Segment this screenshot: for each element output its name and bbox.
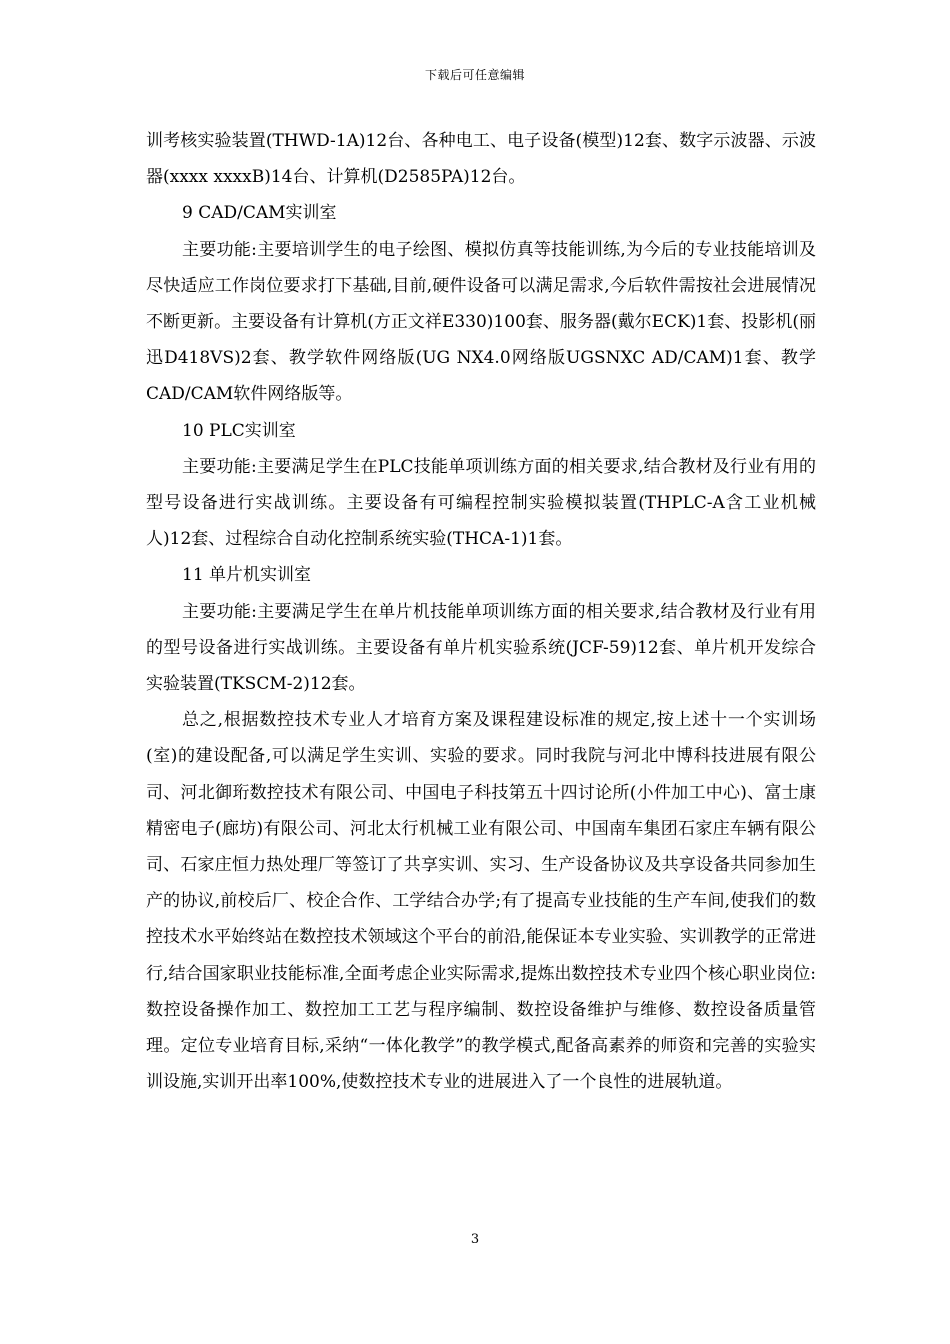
section-heading-cad-cam: 9 CAD/CAM实训室	[182, 203, 337, 224]
section-heading-mcu: 11 单片机实训室	[182, 565, 312, 586]
document-body	[146, 123, 816, 1100]
paragraph-plc: 主要功能:主要满足学生在PLC技能单项训练方面的相关要求,结合教材及行业有用的型号设备进行实战训练。主要设备有可编程控制实验模拟装置(THPLC-A含工业机械人)12套、过程综合自动化控制系统实验(THCA-1)1套。	[146, 456, 816, 550]
page-header: 下载后可任意编辑	[424, 68, 525, 82]
page-number: 3	[470, 1232, 480, 1247]
paragraph-mcu: 主要功能:主要满足学生在单片机技能单项训练方面的相关要求,结合教材及行业有用的型号设备进行实战训练。主要设备有单片机实验系统(JCF-59)12套、单片机开发综合实验装置(TKSCM-2)12套。	[146, 601, 816, 695]
paragraph-cad-cam: 主要功能:主要培训学生的电子绘图、模拟仿真等技能训练,为今后的专业技能培训及尽快适应工作岗位要求打下基础,目前,硬件设备可以满足需求,今后软件需按社会进展情况不断更新。主要设备有计算机(方正文祥E330)100套、服务器(戴尔ECK)1套、投影机(丽迅D418VS)2套、教学软件网络版(UG NX4.0网络版UGSNXC AD/CAM)1套、教学CAD/CAM软件网络版等。	[146, 239, 816, 405]
paragraph-summary: 总之,根据数控技术专业人才培育方案及课程建设标准的规定,按上述十一个实训场(室)的建设配备,可以满足学生实训、实验的要求。同时我院与河北中博科技进展有限公司、河北御珩数控技术有限公司、中国电子科技第五十四讨论所(小件加工中心)、富士康精密电子(廊坊)有限公司、河北太行机械工业有限公司、中国南车集团石家庄车辆有限公司、石家庄恒力热处理厂等签订了共享实训、实习、生产设备协议及共享设备共同参加生产的协议,前校后厂、校企合作、工学结合办学;有了提高专业技能的生产车间,使我们的数控技术水平始终站在数控技术领域这个平台的前沿,能保证本专业实验、实训教学的正常进行,结合国家职业技能标准,全面考虑企业实际需求,提炼出数控技术专业四个核心职业岗位:数控设备操作加工、数控加工工艺与程序编制、数控设备维护与维修、数控设备质量管理。定位专业培育目标,采纳“一体化教学”的教学模式,配备高素养的师资和完善的实验实训设施,实训开出率100%,使数控技术专业的进展进入了一个良性的进展轨道。	[146, 710, 816, 1093]
paragraph-continuation: 训考核实验装置(THWD-1A)12台、各种电工、电子设备(模型)12套、数字示波器、示波器(xxxx xxxxB)14台、计算机(D2585PA)12台。	[146, 131, 816, 188]
section-heading-plc: 10 PLC实训室	[182, 420, 296, 441]
